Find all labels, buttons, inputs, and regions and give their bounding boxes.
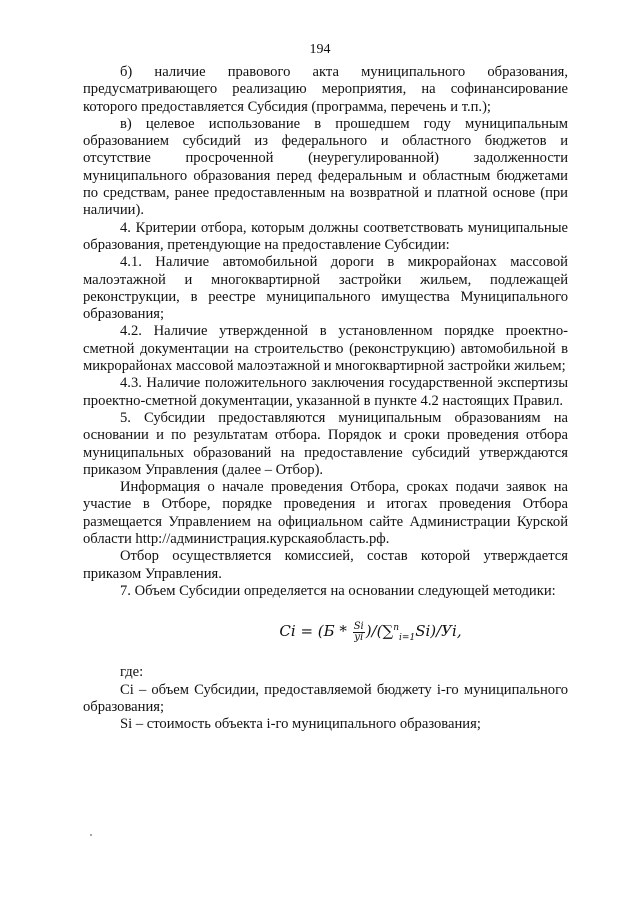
scan-artifact-dot (90, 834, 92, 836)
paragraph-commission: Отбор осуществляется комиссией, состав которой утверждается приказом Управления. (83, 548, 568, 582)
paragraph-b: б) наличие правового акта муниципального образования, предусматривающего реализацию мероприятия, на софинансирование которого предоставляется Субсидия (программа, перечень и т.п.); (83, 64, 568, 115)
formula-fraction-denominator: yi (354, 631, 364, 643)
formula-lhs: Ci = (Б * (279, 622, 352, 641)
paragraph-criteria: 4. Критерии отбора, которым должны соответствовать муниципальные образования, претендующие на предоставление Субсидии: (83, 219, 568, 253)
paragraph-4-3: 4.3. Наличие положительного заключения государственной экспертизы проектно-сметной документации, указанной в пункте 4.2 настоящих Правил. (83, 375, 568, 409)
paragraph-4-2: 4.2. Наличие утвержденной в установленном порядке проектно-сметной документации на строительство (реконструкцию) автомобильной в микрорайонах массовой малоэтажной и многоквартирной застройки жильем; (83, 323, 568, 375)
paragraph-5: 5. Субсидии предоставляются муниципальным образованиям на основании и по результатам отбора. Порядок и сроки проведения отбора муниципальных образований на предоставление субсидий утверждаются приказом Управления (далее – Отбор). (83, 409, 568, 478)
formula-fraction-numerator: Si (353, 620, 364, 632)
subsidy-formula (83, 618, 568, 648)
formula-sum-lower: i=1 (399, 633, 416, 644)
formula-sum-term: Si)/Уi, (415, 622, 462, 641)
paragraph-v: в) целевое использование в прошедшем году муниципальным образованием субсидий из федерального и областного бюджетов и отсутствие просроченной (неурегулированной) задолженности муниципального образования перед федеральным и областным бюджетами по средствам, ранее предоставленным на возвратной и платной основе (при наличии). (83, 115, 568, 219)
formula-sum-symbol: ∑ (382, 622, 394, 641)
definition-ci: Ci – объем Субсидии, предоставляемой бюджету i-го муниципального образования; (83, 681, 568, 715)
page-number: 194 (309, 42, 331, 57)
definition-si: Si – стоимость объекта i-го муниципального образования; (120, 716, 481, 733)
paragraph-7: 7. Объем Субсидии определяется на основании следующей методики: (120, 582, 556, 599)
formula-sum-upper: n (393, 623, 400, 634)
definitions-where: где: (120, 664, 144, 681)
formula-middle: )/( (365, 622, 383, 641)
document-body (83, 64, 568, 733)
paragraph-4-1: 4.1. Наличие автомобильной дороги в микрорайонах массовой малоэтажной и многоквартирной застройки жильем, подлежащей реконструкции, в реестре муниципального имущества Муниципального образования; (83, 254, 568, 323)
formula-fraction (353, 622, 365, 643)
paragraph-info: Информация о начале проведения Отбора, сроках подачи заявок на участие в Отборе, порядке проведения и итогах проведения Отбора размещается Управлением на официальном сайте Администрации Курской области http://администрация.курскаяобласть.рф. (83, 479, 568, 548)
